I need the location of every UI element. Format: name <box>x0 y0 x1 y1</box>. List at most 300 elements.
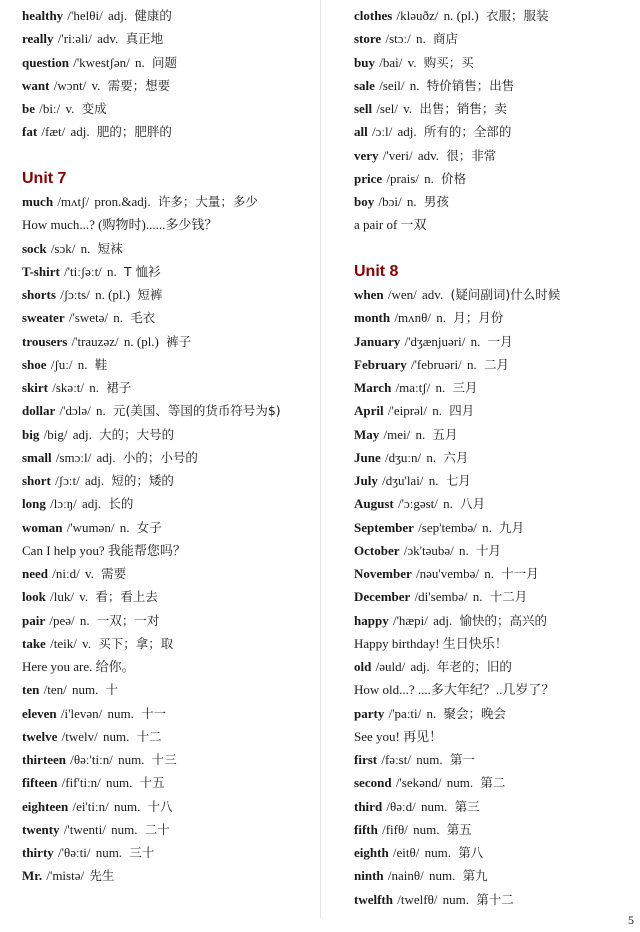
entry-phonetic: /dʒuːn/ <box>384 449 422 465</box>
entry-phonetic: /ʃɔːts/ <box>60 287 90 302</box>
vocab-entry <box>22 376 312 399</box>
entry-meaning: 很；非常 <box>446 147 497 163</box>
entry-part-of-speech: adj. <box>107 8 128 23</box>
entry-part-of-speech: n. <box>406 194 417 209</box>
entry-word: look <box>22 589 46 605</box>
entry-word: ninth <box>354 868 384 884</box>
entry-part-of-speech: n. <box>426 705 437 721</box>
entry-phonetic: /'sekənd/ <box>395 775 442 791</box>
entry-part-of-speech: n. <box>472 589 483 605</box>
vocab-entry <box>22 237 312 260</box>
entry-part-of-speech: num. <box>421 798 448 814</box>
entry-part-of-speech: adv. <box>417 147 440 163</box>
entry-phonetic: /'veri/ <box>382 147 413 163</box>
entry-meaning: T 恤衫 <box>124 263 161 279</box>
entry-meaning: 变成 <box>81 101 107 116</box>
entry-phonetic: /prais/ <box>386 170 419 186</box>
entry-word: shoe <box>22 356 47 372</box>
entry-phonetic: /biː/ <box>39 101 61 116</box>
entry-word: very <box>354 147 379 163</box>
entry-meaning: 二十 <box>144 821 170 837</box>
entry-part-of-speech: v. <box>82 635 91 651</box>
vocab-entry <box>22 795 312 818</box>
vocab-entry <box>22 190 312 213</box>
phrase-entry <box>354 632 634 655</box>
entry-phonetic: /nəu'vembə/ <box>416 566 480 581</box>
vocab-entry <box>354 306 634 329</box>
entry-word: thirty <box>22 845 54 860</box>
entry-word: March <box>354 380 392 395</box>
vocab-entry <box>22 260 312 283</box>
column-divider <box>320 0 321 918</box>
entry-word: May <box>354 426 380 442</box>
entry-part-of-speech: n. <box>119 519 130 535</box>
entry-word: twelfth <box>354 891 393 907</box>
entry-meaning: 毛衣 <box>130 310 156 326</box>
entry-part-of-speech: n. <box>426 449 437 465</box>
entry-phonetic: /'tiːʃəːt/ <box>64 263 102 279</box>
entry-word: store <box>354 31 382 47</box>
vocab-entry <box>22 492 312 515</box>
vocab-entry <box>22 74 312 97</box>
entry-part-of-speech: v. <box>65 101 75 116</box>
vocab-entry <box>354 399 634 422</box>
entry-meaning: 看；看上去 <box>95 589 158 605</box>
vocab-entry <box>354 585 634 608</box>
entry-meaning: 第二 <box>480 775 506 791</box>
entry-word: boy <box>354 194 375 209</box>
vocab-entry <box>22 423 312 446</box>
entry-part-of-speech: num. <box>442 891 470 907</box>
entry-word: eleven <box>22 705 57 721</box>
entry-phonetic: /fəːst/ <box>381 752 411 767</box>
entry-word: eighteen <box>22 798 69 814</box>
entry-word: when <box>354 287 384 302</box>
entry-word: big <box>22 426 40 442</box>
entry-meaning: 元(美国、等国的货币符号为$) <box>112 403 281 419</box>
entry-meaning: 第十二 <box>476 891 514 907</box>
entry-phonetic: /'dɔlə/ <box>59 403 91 419</box>
entry-part-of-speech: adj. <box>70 124 90 140</box>
entry-meaning: 第九 <box>462 868 488 884</box>
vocab-entry <box>354 283 634 306</box>
entry-word: want <box>22 77 50 93</box>
entry-part-of-speech: num. <box>413 821 440 837</box>
entry-meaning: 四月 <box>449 403 475 419</box>
entry-meaning: 八月 <box>460 496 486 512</box>
vocab-entry <box>22 771 312 794</box>
entry-meaning: 衣服；服装 <box>485 8 549 23</box>
entry-part-of-speech: adj. <box>82 496 102 512</box>
entry-phonetic: /mʌtʃ/ <box>57 194 90 209</box>
entry-word: June <box>354 449 381 465</box>
vocab-entry <box>22 725 312 748</box>
entry-phonetic: /əuld/ <box>375 659 406 674</box>
vocab-entry <box>354 120 634 143</box>
entry-phonetic: /ten/ <box>43 682 67 698</box>
vocab-entry <box>22 516 312 539</box>
entry-phonetic: /'kwestʃən/ <box>73 54 130 70</box>
entry-part-of-speech: n. <box>95 403 106 419</box>
entry-part-of-speech: num. <box>114 798 141 814</box>
entry-word: month <box>354 310 391 326</box>
vocab-entry <box>354 539 634 562</box>
entry-phonetic: /'swetə/ <box>68 310 109 326</box>
entry-word: second <box>354 775 392 791</box>
vocab-entry <box>354 771 634 794</box>
phrase-entry <box>354 678 634 701</box>
entry-meaning: 五月 <box>432 426 458 442</box>
entry-part-of-speech: v. <box>84 566 94 581</box>
phrase-entry <box>354 725 634 748</box>
entry-part-of-speech: n. <box>443 496 453 512</box>
entry-meaning: 第一 <box>449 752 475 767</box>
entry-word: long <box>22 496 46 512</box>
vocab-entry <box>354 376 634 399</box>
entry-part-of-speech: adj. <box>96 449 116 465</box>
vocab-entry <box>354 492 634 515</box>
entry-meaning: 年老的；旧的 <box>436 659 512 674</box>
entry-word: healthy <box>22 8 64 23</box>
vocab-entry <box>354 97 634 120</box>
entry-meaning: 十五 <box>139 775 165 791</box>
vocab-entry <box>354 51 634 74</box>
vocab-entry <box>22 702 312 725</box>
entry-part-of-speech: num. <box>71 682 99 698</box>
entry-word: August <box>354 496 394 512</box>
entry-word: November <box>354 566 412 581</box>
phrase-text: Here you are. 给你。 <box>22 659 135 674</box>
entry-meaning: 第三 <box>454 798 480 814</box>
entry-phonetic: /dʒu'lai/ <box>382 473 424 488</box>
phrase-text: How much...? (购物时)......多少钱？ <box>22 217 218 233</box>
vocab-entry <box>22 283 312 306</box>
entry-meaning: 需要 <box>101 566 127 581</box>
vocab-entry <box>22 27 312 50</box>
entry-meaning: 大的；大号的 <box>99 426 175 442</box>
entry-meaning: 女子 <box>136 519 162 535</box>
vocab-entry <box>22 4 312 27</box>
vocab-entry <box>354 144 634 167</box>
entry-part-of-speech: n. <box>466 356 477 372</box>
entry-part-of-speech: v. <box>407 54 417 70</box>
entry-phonetic: /'trauzəz/ <box>71 333 119 349</box>
entry-part-of-speech: num. <box>424 845 451 860</box>
entry-word: party <box>354 705 385 721</box>
entry-meaning: 聚会；晚会 <box>443 705 507 721</box>
entry-phonetic: /sɔk/ <box>50 240 76 256</box>
entry-part-of-speech: n. <box>484 566 495 581</box>
entry-part-of-speech: n. <box>79 612 90 628</box>
vocab-entry <box>22 353 312 376</box>
right-column <box>354 4 634 911</box>
entry-word: October <box>354 542 400 558</box>
entry-meaning: 十二月 <box>489 589 528 605</box>
entry-word: September <box>354 519 414 535</box>
entry-phonetic: /nainθ/ <box>387 868 424 884</box>
entry-phonetic: /'helθi/ <box>67 8 103 23</box>
entry-meaning: 鞋 <box>94 356 108 372</box>
entry-word: sock <box>22 240 47 256</box>
entry-phonetic: /stɔː/ <box>385 31 411 47</box>
entry-meaning: 特价销售；出售 <box>426 77 515 93</box>
entry-part-of-speech: num. <box>102 728 130 744</box>
vocab-entry <box>354 516 634 539</box>
entry-part-of-speech: num. <box>95 845 123 860</box>
entry-part-of-speech: num. <box>416 752 443 767</box>
entry-meaning: 二月 <box>483 356 509 372</box>
entry-phonetic: /wɔnt/ <box>53 77 87 93</box>
entry-phonetic: /smɔːl/ <box>55 449 92 465</box>
entry-word: question <box>22 54 69 70</box>
vocab-entry <box>354 748 634 771</box>
entry-part-of-speech: n. <box>134 54 145 70</box>
entry-phonetic: /ei'tiːn/ <box>72 798 109 814</box>
entry-meaning: 一月 <box>487 333 513 349</box>
phrase-text: a pair of 一双 <box>354 217 427 233</box>
entry-part-of-speech: n. <box>432 403 443 419</box>
entry-phonetic: /twelfθ/ <box>397 891 438 907</box>
vocab-entry <box>22 306 312 329</box>
vocab-entry <box>354 353 634 376</box>
entry-word: trousers <box>22 333 68 349</box>
entry-phonetic: /'riːəli/ <box>57 31 92 47</box>
page-number: 5 <box>628 913 634 927</box>
entry-phonetic: /fifθ/ <box>382 821 408 837</box>
entry-part-of-speech: adj. <box>72 426 92 442</box>
entry-phonetic: /'dʒænjuəri/ <box>404 333 466 349</box>
entry-word: sell <box>354 101 373 116</box>
entry-meaning: 健康的 <box>134 8 172 23</box>
vocab-entry <box>354 655 634 678</box>
entry-phonetic: /fif'tiːn/ <box>61 775 101 791</box>
entry-part-of-speech: adv. <box>97 31 119 47</box>
vocab-entry <box>22 469 312 492</box>
entry-phonetic: /sel/ <box>376 101 398 116</box>
entry-word: thirteen <box>22 752 67 767</box>
entry-meaning: 买下；拿；取 <box>98 635 174 651</box>
vocab-entry <box>354 4 634 27</box>
entry-meaning: 男孩 <box>423 194 449 209</box>
entry-word: really <box>22 31 54 47</box>
vocab-entry <box>22 330 312 353</box>
entry-word: December <box>354 589 411 605</box>
entry-part-of-speech: adj. <box>433 612 453 628</box>
entry-word: July <box>354 473 378 488</box>
entry-phonetic: /i'levən/ <box>60 705 103 721</box>
vocab-entry <box>354 864 634 887</box>
entry-part-of-speech: n. (pl.) <box>95 287 131 302</box>
entry-part-of-speech: n. <box>458 542 469 558</box>
entry-meaning: 十月 <box>475 542 501 558</box>
entry-part-of-speech: v. <box>91 77 101 93</box>
entry-phonetic: /fæt/ <box>41 124 66 140</box>
entry-phonetic: /'paːti/ <box>388 705 422 721</box>
entry-meaning: 需要；想要 <box>107 77 171 93</box>
phrase-text: See you! 再见！ <box>354 728 443 744</box>
vocab-entry <box>22 562 312 585</box>
entry-part-of-speech: n. <box>415 426 426 442</box>
entry-word: buy <box>354 54 375 70</box>
entry-meaning: 三月 <box>452 380 478 395</box>
vocab-entry <box>354 330 634 353</box>
entry-part-of-speech: n. <box>424 170 434 186</box>
entry-meaning: 第五 <box>446 821 472 837</box>
entry-phonetic: /lɔːŋ/ <box>50 496 77 512</box>
entry-phonetic: /seil/ <box>379 77 405 93</box>
vocab-entry <box>22 632 312 655</box>
unit-heading-label: Unit 8 <box>354 263 399 280</box>
entry-word: shorts <box>22 287 56 302</box>
entry-part-of-speech: num. <box>428 868 456 884</box>
entry-phonetic: /bɔi/ <box>378 194 402 209</box>
vocab-entry <box>354 702 634 725</box>
entry-part-of-speech: n. <box>107 263 117 279</box>
entry-part-of-speech: v. <box>79 589 89 605</box>
entry-phonetic: /'ɔːgəst/ <box>398 496 438 512</box>
entry-part-of-speech: n. <box>482 519 492 535</box>
entry-phonetic: /'februəri/ <box>410 356 462 372</box>
entry-part-of-speech: n. <box>77 356 88 372</box>
entry-meaning: 短的；矮的 <box>111 473 174 488</box>
entry-meaning: 肥的；肥胖的 <box>96 124 172 140</box>
entry-word: April <box>354 403 384 419</box>
entry-word: Mr. <box>22 868 43 884</box>
entry-word: ten <box>22 682 40 698</box>
entry-word: small <box>22 449 52 465</box>
entry-meaning: 价格 <box>441 170 467 186</box>
entry-part-of-speech: num. <box>118 752 145 767</box>
entry-part-of-speech: n. <box>470 333 481 349</box>
entry-phonetic: /mʌnθ/ <box>394 310 431 326</box>
phrase-entry <box>22 539 312 562</box>
entry-phonetic: /di'sembə/ <box>414 589 468 605</box>
unit-heading-label: Unit 7 <box>22 170 67 187</box>
entry-word: fifteen <box>22 775 58 791</box>
entry-word: take <box>22 635 46 651</box>
entry-word: T-shirt <box>22 263 60 279</box>
entry-phonetic: /'θəːti/ <box>58 845 91 860</box>
entry-part-of-speech: n. <box>409 77 420 93</box>
entry-phonetic: /teik/ <box>50 635 77 651</box>
vocab-entry <box>22 841 312 864</box>
unit-heading <box>354 237 634 284</box>
entry-part-of-speech: n. <box>435 380 446 395</box>
phrase-text: Happy birthday! 生日快乐！ <box>354 635 508 651</box>
entry-meaning: 许多；大量；多少 <box>157 194 258 209</box>
vocab-entry <box>22 120 312 143</box>
entry-part-of-speech: pron.&adj. <box>94 194 151 209</box>
entry-phonetic: /'hæpi/ <box>392 612 428 628</box>
vocab-entry <box>354 27 634 50</box>
vocab-entry <box>22 864 312 887</box>
entry-meaning: 七月 <box>445 473 471 488</box>
entry-meaning: 长的 <box>108 496 134 512</box>
entry-word: sweater <box>22 310 65 326</box>
vocab-entry <box>22 678 312 701</box>
vocab-entry <box>354 795 634 818</box>
entry-part-of-speech: adj. <box>84 473 105 488</box>
entry-phonetic: /ʃɔːt/ <box>55 473 80 488</box>
entry-meaning: 十一 <box>141 705 167 721</box>
phrase-text: How old...? ....多大年纪？..几岁了？ <box>354 682 555 698</box>
entry-meaning: 裤子 <box>166 333 192 349</box>
entry-phonetic: /'twenti/ <box>63 821 106 837</box>
entry-meaning: 十 <box>105 682 119 698</box>
vocab-entry <box>22 748 312 771</box>
phrase-entry <box>22 655 312 678</box>
entry-meaning: 短裤 <box>137 287 163 302</box>
vocab-entry <box>354 190 634 213</box>
entry-meaning: 第八 <box>458 845 484 860</box>
entry-word: January <box>354 333 401 349</box>
phrase-entry <box>22 213 312 236</box>
entry-meaning: 裙子 <box>106 380 132 395</box>
entry-word: sale <box>354 77 375 93</box>
entry-phonetic: /bai/ <box>379 54 403 70</box>
entry-part-of-speech: n. <box>113 310 124 326</box>
entry-word: all <box>354 124 368 140</box>
vocab-entry <box>354 562 634 585</box>
left-column <box>22 4 312 888</box>
entry-phonetic: /kləuðz/ <box>396 8 439 23</box>
vocab-entry <box>354 888 634 911</box>
entry-part-of-speech: adj. <box>410 659 430 674</box>
entry-meaning: 愉快的；高兴的 <box>459 612 547 628</box>
entry-meaning: (疑问副词)什么时候 <box>450 287 561 302</box>
entry-word: old <box>354 659 372 674</box>
entry-phonetic: /maːtʃ/ <box>395 380 431 395</box>
entry-meaning: 问题 <box>151 54 177 70</box>
entry-meaning: 所有的；全部的 <box>423 124 512 140</box>
entry-phonetic: /ɔːl/ <box>371 124 393 140</box>
entry-phonetic: /eitθ/ <box>392 845 420 860</box>
entry-meaning: 先生 <box>89 868 115 884</box>
entry-word: twenty <box>22 821 60 837</box>
entry-meaning: 出售；销售；卖 <box>419 101 507 116</box>
vocab-entry <box>354 469 634 492</box>
entry-word: happy <box>354 612 389 628</box>
phrase-text: Can I help you? 我能帮您吗？ <box>22 542 186 558</box>
entry-part-of-speech: num. <box>107 705 134 721</box>
entry-phonetic: /'wumən/ <box>66 519 115 535</box>
vocab-entry <box>354 423 634 446</box>
vocab-entry <box>22 609 312 632</box>
entry-word: fat <box>22 124 38 140</box>
entry-word: third <box>354 798 383 814</box>
entry-word: be <box>22 101 35 116</box>
entry-word: clothes <box>354 8 393 23</box>
entry-word: twelve <box>22 728 58 744</box>
entry-word: February <box>354 356 407 372</box>
entry-phonetic: /'mistə/ <box>46 868 85 884</box>
entry-part-of-speech: num. <box>446 775 474 791</box>
entry-phonetic: /'eiprəl/ <box>387 403 428 419</box>
phrase-entry <box>354 213 634 236</box>
entry-meaning: 短袜 <box>97 240 123 256</box>
vocab-entry <box>22 97 312 120</box>
entry-word: short <box>22 473 51 488</box>
entry-meaning: 一双；一对 <box>96 612 160 628</box>
entry-part-of-speech: n. <box>428 473 439 488</box>
vocab-entry <box>354 818 634 841</box>
entry-meaning: 十二 <box>136 728 162 744</box>
vocab-entry <box>354 446 634 469</box>
entry-phonetic: /luk/ <box>50 589 74 605</box>
entry-phonetic: /peə/ <box>49 612 75 628</box>
entry-meaning: 十八 <box>147 798 173 814</box>
entry-part-of-speech: n. (pl.) <box>123 333 159 349</box>
